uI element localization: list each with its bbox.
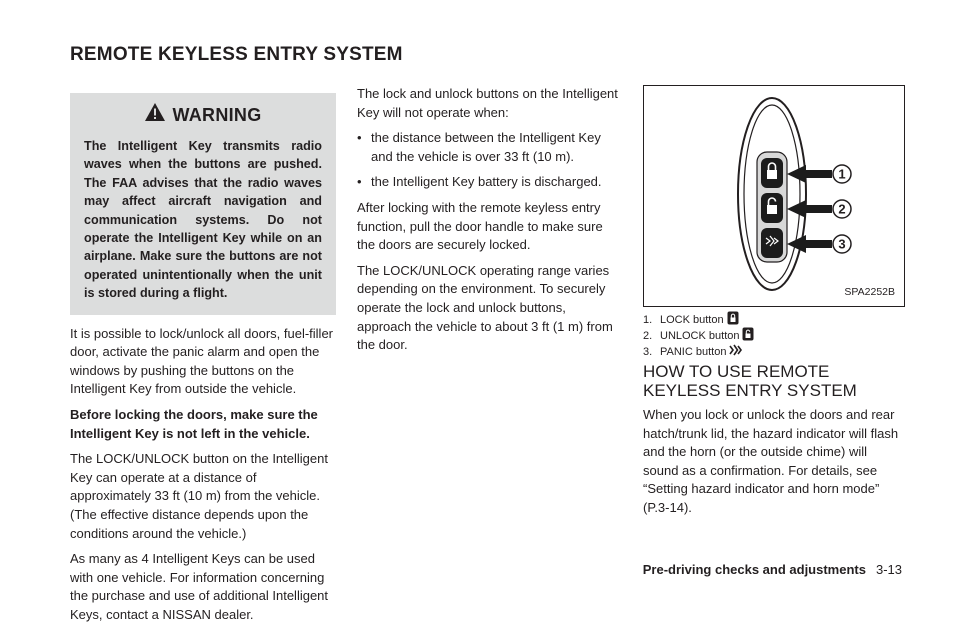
warning-body: The Intelligent Key transmits radio waves when the buttons are pushed. The FAA advises that the radio waves may affect aircraft navigation and communication systems. Do not operate the Intelligent Key while on an airplane. Make sure the buttons are not operated unintentionally when the unit is stored during a flight. <box>84 139 322 301</box>
callout-2: 2 <box>838 201 846 217</box>
list-item-text: the Intelligent Key battery is discharged. <box>371 174 602 190</box>
footer-chapter-title: Pre-driving checks and adjustments <box>642 562 866 577</box>
column-1 <box>70 93 336 632</box>
callout-3: 3 <box>838 236 846 252</box>
caption-number: 1. <box>643 314 653 326</box>
caption-label: PANIC button <box>660 346 727 358</box>
intelligent-key-illustration <box>644 86 904 306</box>
caption-item <box>643 344 905 360</box>
lock-icon <box>727 311 739 330</box>
paragraph: The LOCK/UNLOCK operating range varies depending on the environment. To securely operate the lock and unlock buttons, approach the vehicle to about 3 ft (1 m) from the door. <box>357 262 613 353</box>
warning-header <box>70 93 336 137</box>
caption-number: 3. <box>643 346 653 358</box>
figure-code: SPA2252B <box>844 286 895 299</box>
list-item-text: the distance between the Intelligent Key and the vehicle is over 33 ft (10 m). <box>371 130 601 164</box>
section-title: REMOTE KEYLESS ENTRY SYSTEM <box>70 44 403 65</box>
paragraph-bold: Before locking the doors, make sure the Intelligent Key is not left in the vehicle. <box>70 407 318 441</box>
bullet: • <box>357 174 362 190</box>
warning-triangle-icon <box>144 102 166 128</box>
caption-label: LOCK button <box>660 314 724 326</box>
page-number: 3-13 <box>875 562 902 577</box>
caption-item <box>643 312 905 328</box>
warning-box <box>70 93 336 315</box>
subheading: HOW TO USE REMOTE KEYLESS ENTRY SYSTEM <box>643 362 857 400</box>
list-item <box>357 173 623 192</box>
caption-label: UNLOCK button <box>660 330 740 342</box>
paragraph: The lock and unlock buttons on the Intelligent Key will not operate when: <box>357 86 618 120</box>
bullet: • <box>357 130 362 146</box>
caption-list <box>643 312 905 360</box>
intelligent-key-figure <box>643 85 905 307</box>
page-footer <box>643 562 902 577</box>
paragraph: It is possible to lock/unlock all doors, fuel-filler door, activate the panic alarm and open the windows by pushing the buttons on the Intelligent Key from outside the vehicle. <box>70 325 334 397</box>
unlock-icon <box>742 327 754 346</box>
paragraph: The LOCK/UNLOCK button on the Intelligent Key can operate at a distance of approximately 33 ft (10 m) from the vehicle. (The effective distance depends upon the conditions around the vehicle.) <box>70 451 328 541</box>
panic-icon <box>729 344 743 361</box>
caption-number: 2. <box>643 330 653 342</box>
caption-item <box>643 328 905 344</box>
paragraph: After locking with the remote keyless entry function, pull the door handle to make sure the doors are securely locked. <box>357 199 603 253</box>
callout-1: 1 <box>838 166 846 182</box>
paragraph: When you lock or unlock the doors and rear hatch/trunk lid, the hazard indicator will flash and the horn (or the outside chime) will sound as a confirmation. For details, see “Setting hazard indicator and horn mode” (P.3-14). <box>643 407 899 515</box>
warning-heading: WARNING <box>172 104 262 125</box>
column-2 <box>357 85 623 362</box>
paragraph: As many as 4 Intelligent Keys can be used with one vehicle. For information concerning the purchase and use of additional Intelligent Keys, contact a NISSAN dealer. <box>70 551 329 622</box>
list-item <box>357 129 623 166</box>
column-3 <box>643 85 905 525</box>
